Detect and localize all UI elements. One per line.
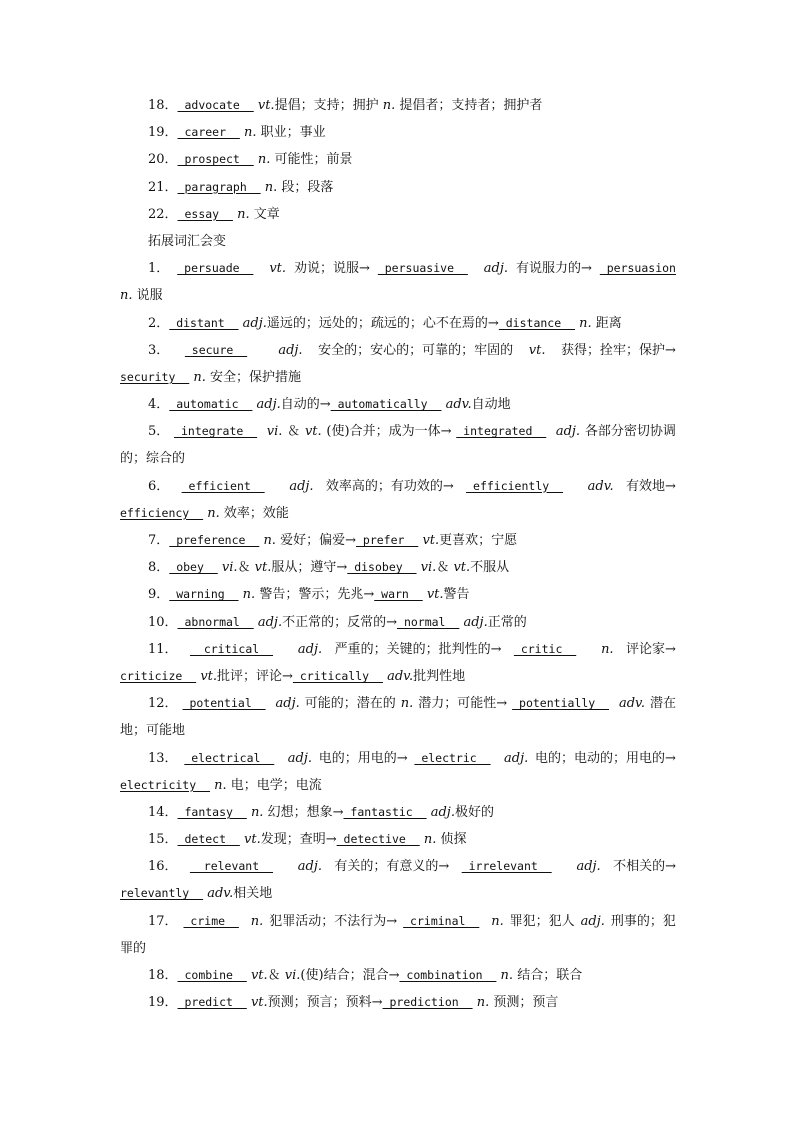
text-segment: 刑事的；犯 xyxy=(610,913,676,929)
text-segment: 11． xyxy=(148,641,178,657)
text-segment: 电的；电动的；用电的→ xyxy=(535,750,676,766)
text-segment: 的；综合的 xyxy=(120,451,186,467)
answer-word: persuasion xyxy=(599,261,676,276)
text-segment: 地；可能地 xyxy=(120,723,186,739)
answer-word: fantastic xyxy=(343,804,427,819)
answer-word: efficiency xyxy=(120,505,204,520)
text-segment: 安全；保护措施 xyxy=(205,369,302,385)
text-segment: 13． xyxy=(148,750,178,766)
part-of-speech: adj. xyxy=(580,913,605,929)
part-of-speech: vt. xyxy=(250,968,268,983)
vocab-line xyxy=(120,609,676,636)
part-of-speech: adv. xyxy=(618,696,645,712)
text-segment: 潜力；可能性→ xyxy=(418,696,508,712)
part-of-speech: n. xyxy=(400,696,414,712)
text-segment: 19． xyxy=(148,125,178,141)
text-segment: 电；电学；电流 xyxy=(226,777,322,793)
part-of-speech: vt. xyxy=(244,832,261,848)
part-of-speech: adj. xyxy=(289,478,314,494)
vocab-line xyxy=(120,337,676,364)
text-segment: 17． xyxy=(148,913,178,929)
answer-word: automatically xyxy=(330,397,442,412)
vocab-line xyxy=(120,690,676,717)
part-of-speech: n. xyxy=(263,533,276,548)
vocab-line xyxy=(120,799,676,826)
part-of-speech: adj. xyxy=(297,641,323,657)
text-segment: 遥远的；远处的；疏远的；心不在焉的→ xyxy=(266,315,499,331)
part-of-speech: vt. xyxy=(422,533,440,548)
answer-word: distant xyxy=(169,315,239,330)
part-of-speech: n. xyxy=(500,968,514,983)
part-of-speech: adv. xyxy=(587,478,614,494)
part-of-speech: n. xyxy=(120,288,133,304)
answer-word: fantasy xyxy=(177,804,247,819)
vocab-line xyxy=(120,174,676,201)
answer-word: critically xyxy=(292,668,383,683)
part-of-speech: adj. xyxy=(463,614,488,630)
text-segment: 获得；拴牢；保护→ xyxy=(561,342,676,358)
vocab-line xyxy=(120,473,676,500)
text-segment: 不服从 xyxy=(470,560,510,576)
answer-word: efficiently xyxy=(466,478,564,493)
part-of-speech: adv. xyxy=(445,397,472,413)
answer-word: normal xyxy=(397,614,460,629)
text-segment: 20． xyxy=(148,152,178,168)
part-of-speech: vi. xyxy=(266,424,283,440)
part-of-speech: n. xyxy=(382,98,396,113)
part-of-speech: n. xyxy=(250,913,264,929)
text-segment: 有说服力的→ xyxy=(515,261,592,277)
text-segment: 文章 xyxy=(249,206,280,222)
text-segment: 效率；效能 xyxy=(219,505,289,521)
text-segment: 21． xyxy=(148,179,178,195)
answer-word: electricity xyxy=(120,777,211,792)
text-segment: 12． xyxy=(148,696,178,712)
text-segment: 发现；查明→ xyxy=(260,832,337,848)
part-of-speech: adj. xyxy=(242,315,267,331)
text-segment: 16． xyxy=(148,859,178,875)
vocab-line xyxy=(120,418,676,445)
vocab-line xyxy=(120,772,676,799)
part-of-speech: adj. xyxy=(275,696,300,712)
answer-word: career xyxy=(177,125,240,140)
answer-word: automatic xyxy=(169,397,253,412)
answer-word: irrelevant xyxy=(461,859,552,874)
answer-word: electric xyxy=(414,750,491,765)
answer-word: prefer xyxy=(355,533,419,547)
text-segment: 更喜欢；宁愿 xyxy=(439,533,518,548)
part-of-speech: n. xyxy=(257,152,271,168)
vocab-line xyxy=(120,391,676,418)
text-segment: 7． xyxy=(148,533,170,548)
section-heading xyxy=(120,228,676,255)
text-segment: 罪犯；犯人 xyxy=(509,913,575,929)
text-segment: ＆ xyxy=(267,968,285,983)
vocab-line xyxy=(120,636,676,663)
text-segment: 自动的→ xyxy=(280,397,331,413)
text-segment: 警告 xyxy=(443,587,470,603)
text-segment: 罪的 xyxy=(120,940,147,956)
vocab-line xyxy=(120,962,676,989)
part-of-speech: n. xyxy=(579,315,592,331)
text-segment: 4． xyxy=(148,397,170,413)
text-segment: 可能的；潜在的 xyxy=(304,696,396,712)
vocab-line xyxy=(120,527,676,554)
answer-word: potentially xyxy=(512,696,610,711)
part-of-speech: vt. xyxy=(257,98,275,113)
text-segment: 18． xyxy=(148,98,178,113)
answer-word: combination xyxy=(399,968,497,982)
answer-word: persuasive xyxy=(377,261,468,276)
part-of-speech: n. xyxy=(237,206,250,222)
text-segment: 幻想；想象→ xyxy=(263,804,344,820)
text-segment: 服从；遵守→ xyxy=(271,560,348,576)
vocab-line xyxy=(120,663,676,690)
vocab-line xyxy=(120,989,676,1016)
part-of-speech: vt. xyxy=(200,668,218,684)
part-of-speech: vt. xyxy=(269,261,287,277)
text-segment: 批评；评论→ xyxy=(217,668,293,684)
part-of-speech: vi. xyxy=(420,560,437,576)
text-segment: 19． xyxy=(148,995,178,1011)
vocab-line xyxy=(120,581,676,608)
text-segment: 严重的；关键的；批判性的→ xyxy=(334,641,502,657)
text-segment: 侦探 xyxy=(436,832,467,848)
answer-word: relevantly xyxy=(120,886,204,901)
answer-word: prediction xyxy=(382,995,473,1010)
text-segment: 批判性地 xyxy=(413,668,466,684)
part-of-speech: n. xyxy=(207,505,220,521)
vocab-line xyxy=(120,745,676,772)
text-segment: 犯罪活动；不法行为→ xyxy=(269,913,398,929)
part-of-speech: vt. xyxy=(304,424,322,440)
vocab-line xyxy=(120,146,676,173)
part-of-speech: n. xyxy=(423,832,437,848)
vocab-line xyxy=(120,500,676,527)
text-segment: 2． xyxy=(148,315,170,331)
answer-word: prospect xyxy=(177,152,254,167)
answer-word: integrate xyxy=(174,424,258,439)
vocab-line xyxy=(120,554,676,581)
text-segment: 自动地 xyxy=(471,397,511,413)
answer-word: distance xyxy=(498,315,575,330)
part-of-speech: adj. xyxy=(278,342,303,358)
part-of-speech: adj. xyxy=(483,261,508,277)
part-of-speech: vi. xyxy=(221,560,238,576)
text-segment: ＆ xyxy=(436,560,454,576)
vocab-line xyxy=(120,826,676,853)
text-segment: 1． xyxy=(148,261,170,277)
text-segment: 8． xyxy=(148,560,170,576)
text-segment: 6． xyxy=(148,478,170,494)
part-of-speech: n. xyxy=(193,369,206,385)
text-segment: 评论家→ xyxy=(626,641,676,657)
part-of-speech: adj. xyxy=(504,750,529,766)
answer-word: potential xyxy=(182,696,266,711)
answer-word: integrated xyxy=(456,424,547,439)
answer-word: paragraph xyxy=(177,179,261,194)
part-of-speech: adv. xyxy=(207,886,234,902)
answer-word: preference xyxy=(169,533,260,547)
vocab-line xyxy=(120,310,676,337)
part-of-speech: adj. xyxy=(257,614,283,630)
part-of-speech: n. xyxy=(242,587,256,603)
vocab-line xyxy=(120,880,676,907)
text-segment: 各部分密切协调 xyxy=(584,424,676,440)
text-segment: 14． xyxy=(148,804,178,820)
text-segment: 预测；预言 xyxy=(489,995,559,1011)
text-segment: 提倡；支持；拥护 xyxy=(274,98,383,113)
answer-word: detective xyxy=(336,832,420,847)
text-segment: 极好的 xyxy=(454,804,494,820)
text-segment: 不相关的→ xyxy=(613,859,676,875)
answer-word: abnormal xyxy=(177,614,254,629)
part-of-speech: adj. xyxy=(555,424,581,440)
text-segment: 电的；用电的→ xyxy=(318,750,408,766)
text-segment: (使)结合；混合→ xyxy=(300,968,400,983)
text-segment: 9． xyxy=(148,587,170,603)
answer-word: predict xyxy=(177,995,247,1010)
part-of-speech: vt. xyxy=(254,560,272,576)
text-segment: 预测；预言；预料→ xyxy=(267,995,383,1011)
text-segment: 拓展词汇会变 xyxy=(148,233,227,249)
part-of-speech: vt. xyxy=(250,995,268,1011)
part-of-speech: adj. xyxy=(287,750,313,766)
text-segment: 15． xyxy=(148,832,178,848)
part-of-speech: n. xyxy=(214,777,227,793)
text-segment: 相关地 xyxy=(233,886,273,902)
text-segment: 提倡者；支持者；拥护者 xyxy=(395,98,543,113)
text-segment: ＆ xyxy=(237,560,255,576)
answer-word: persuade xyxy=(177,261,254,276)
answer-word: crime xyxy=(183,913,239,928)
answer-word: secure xyxy=(184,342,248,357)
part-of-speech: adj. xyxy=(297,859,323,875)
answer-word: warn xyxy=(374,587,423,602)
text-segment: 5． xyxy=(148,424,170,440)
answer-word: critic xyxy=(513,641,577,656)
answer-word: electrical xyxy=(184,750,275,765)
vocab-line xyxy=(120,282,676,309)
vocab-line xyxy=(120,201,676,228)
answer-word: security xyxy=(120,369,190,384)
part-of-speech: n. xyxy=(491,913,504,929)
vocab-line xyxy=(120,445,676,472)
answer-word: efficient xyxy=(181,478,265,493)
vocab-line xyxy=(120,364,676,391)
text-segment: 说服 xyxy=(132,288,163,304)
part-of-speech: adj. xyxy=(430,804,455,820)
vocab-line xyxy=(120,908,676,935)
answer-word: obey xyxy=(169,560,218,575)
text-segment: 结合；联合 xyxy=(513,968,583,983)
vocab-line xyxy=(120,255,676,282)
vocab-line xyxy=(120,935,676,962)
text-segment: (使)合并；成为一体→ xyxy=(326,424,452,440)
vocab-line xyxy=(120,119,676,146)
answer-word: relevant xyxy=(189,859,274,874)
part-of-speech: n. xyxy=(250,804,264,820)
text-segment: 18． xyxy=(148,968,178,983)
text-segment: 安全的；安心的；可靠的；牢固的 xyxy=(318,342,514,358)
answer-word: detect xyxy=(177,832,240,847)
part-of-speech: adv. xyxy=(387,668,414,684)
part-of-speech: n. xyxy=(244,125,257,141)
text-segment: ＆ xyxy=(287,424,301,440)
text-segment: 有关的；有意义的→ xyxy=(334,859,450,875)
text-segment: 职业；事业 xyxy=(256,125,326,141)
part-of-speech: n. xyxy=(264,179,278,195)
text-segment: 距离 xyxy=(591,315,622,331)
text-segment: 22． xyxy=(148,206,178,222)
text-segment: 不正常的；反常的→ xyxy=(282,614,398,630)
text-segment: 10． xyxy=(148,614,178,630)
vocab-line xyxy=(120,92,676,119)
answer-word: criticize xyxy=(120,668,197,683)
answer-word: advocate xyxy=(177,98,254,112)
vocabulary-page xyxy=(120,92,676,1016)
text-segment: 段；段落 xyxy=(277,179,334,195)
text-segment: 潜在 xyxy=(649,696,676,712)
answer-word: warning xyxy=(169,587,239,602)
answer-word: criminal xyxy=(403,913,480,928)
part-of-speech: n. xyxy=(476,995,490,1011)
part-of-speech: adj. xyxy=(576,859,601,875)
answer-word: critical xyxy=(189,641,274,656)
text-segment: 3． xyxy=(148,342,170,358)
text-segment: 效率高的；有功效的→ xyxy=(325,478,454,494)
part-of-speech: vi. xyxy=(284,968,301,983)
part-of-speech: adj. xyxy=(256,397,281,413)
text-segment: 爱好；偏爱→ xyxy=(275,533,356,548)
answer-word: combine xyxy=(177,968,247,982)
part-of-speech: vt. xyxy=(426,587,444,603)
part-of-speech: vt. xyxy=(528,342,546,358)
text-segment: 警告；警示；先兆→ xyxy=(255,587,375,603)
vocab-line xyxy=(120,717,676,744)
text-segment: 有效地→ xyxy=(625,478,676,494)
text-segment: 正常的 xyxy=(487,614,527,630)
part-of-speech: n. xyxy=(601,641,614,657)
vocab-line xyxy=(120,853,676,880)
text-segment: 可能性；前景 xyxy=(270,152,353,168)
text-segment: 劝说；说服→ xyxy=(293,261,370,277)
answer-word: essay xyxy=(177,206,233,221)
answer-word: disobey xyxy=(347,560,417,575)
part-of-speech: vt. xyxy=(453,560,471,576)
